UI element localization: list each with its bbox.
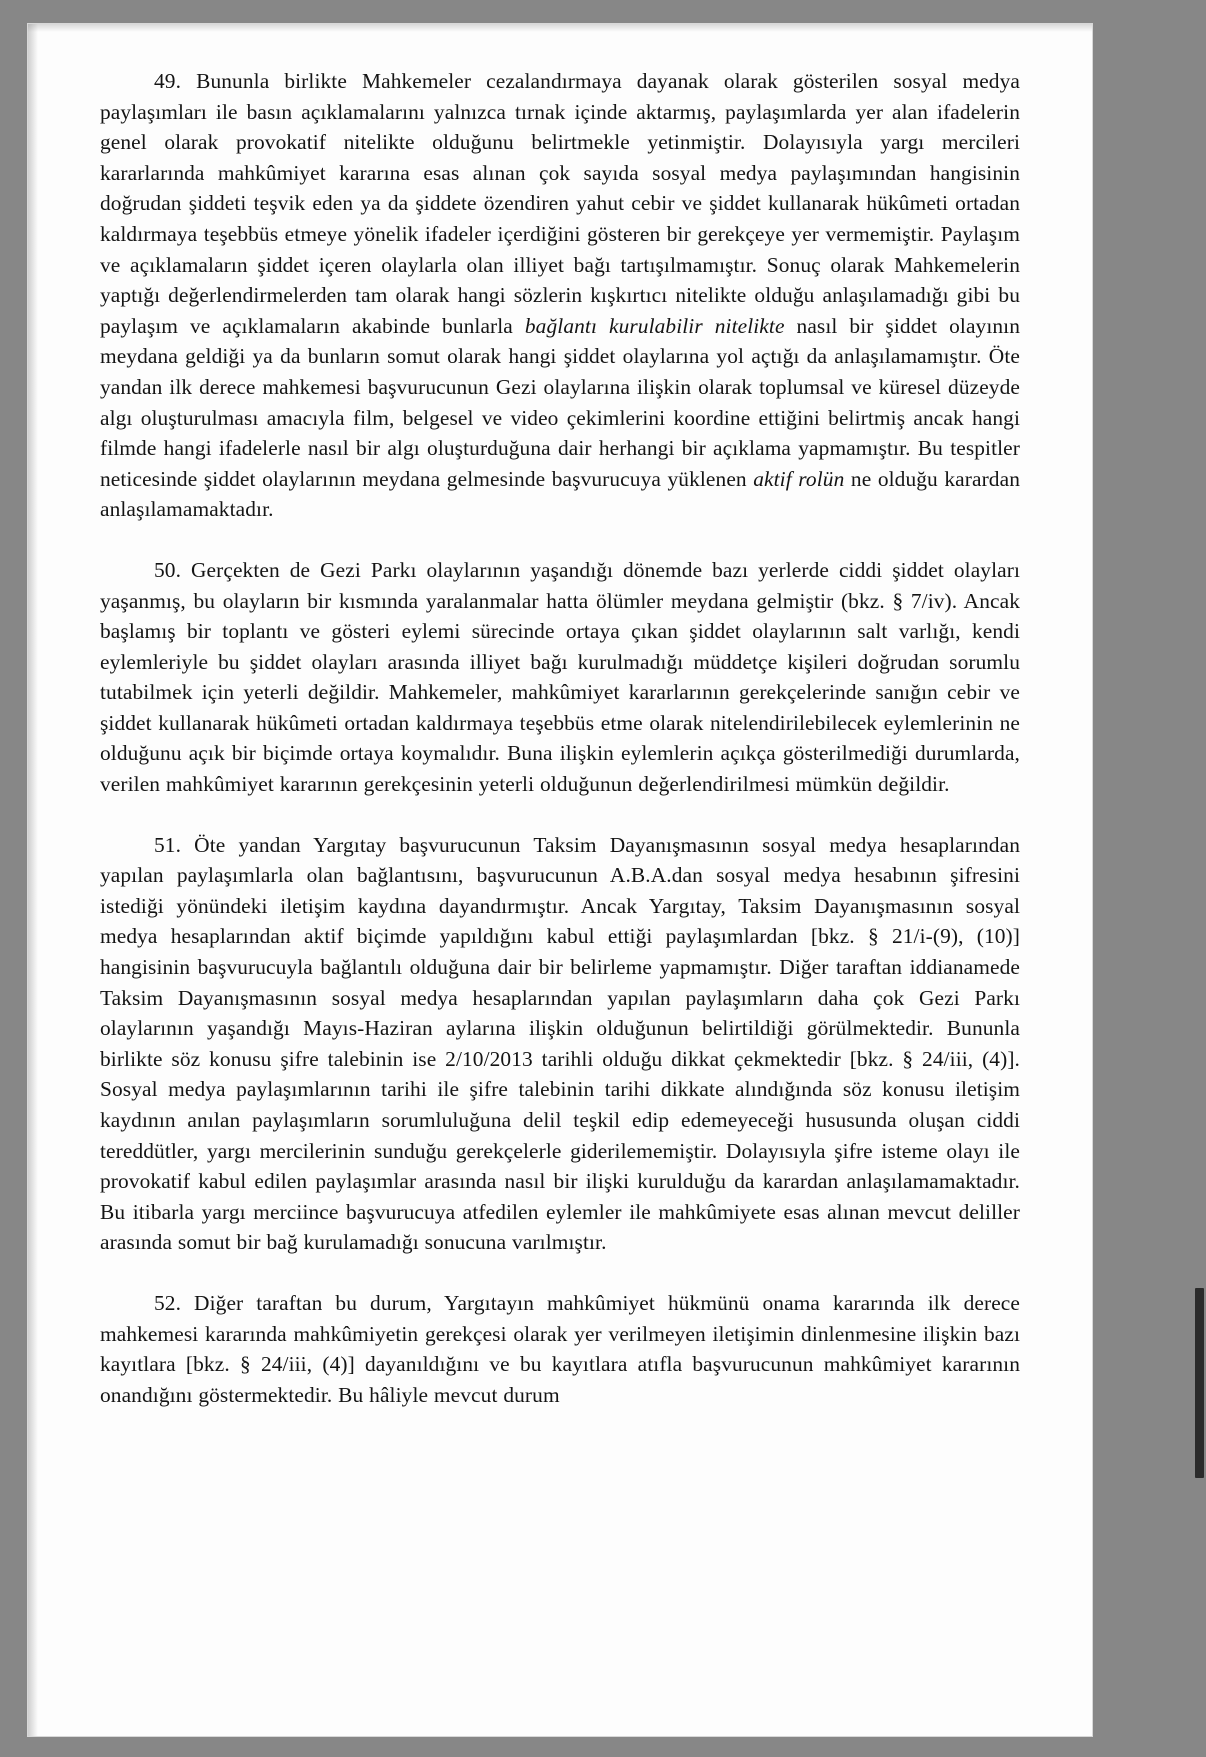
emphasised-phrase: aktif rolün — [753, 466, 845, 491]
paragraph-text: 51. Öte yandan Yargıtay başvurucunun Taksim Dayanışmasının sosyal medya hesaplarından yapılan paylaşımlarla olan bağlantısını, başvurucunun A.B.A.dan sosyal medya hesabının şifresini istediği yönündeki iletişim kaydına dayandırmıştır. Ancak Yargıtay, Taksim Dayanışmasının sosyal medya hesaplarından aktif biçimde yapıldığını kabul ettiği paylaşımlardan [bkz. § 21/i-(9), (10)] hangisinin başvurucuyla bağlantılı olduğuna dair bir belirleme yapmamıştır. Diğer taraftan iddianamede Taksim Dayanışmasının sosyal medya hesaplarından yapılan paylaşımların daha çok Gezi Parkı olaylarının yaşandığı Mayıs-Haziran aylarına ilişkin olduğunun belirtildiği görülmektedir. Bununla birlikte söz konusu şifre talebinin ise 2/10/2013 tarihli olduğu dikkat çekmektedir [bkz. § 24/iii, (4)]. Sosyal medya paylaşımlarının tarihi ile şifre talebinin tarihi dikkate alındığında söz konusu iletişim kaydının anılan paylaşımların sorumluluğuna delil teşkil edip edemeyeceği hususunda oluşan ciddi tereddütler, yargı mercilerinin sunduğu gerekçelerle giderilememiştir. Dolayısıyla şifre isteme olayı ile provokatif kabul edilen paylaşımlar arasında nasıl bir ilişki kurulduğu da karardan anlaşılamamaktadır. Bu itibarla yargı merciince başvurucuya atfedilen eylemler ile mahkûmiyete esas alınan mevcut deliller arasında somut bir bağ kurulamadığı sonucuna varılmıştır. — [100, 832, 1020, 1255]
paragraph-text: 49. Bununla birlikte Mahkemeler cezalandırmaya dayanak olarak gösterilen sosyal medya paylaşımları ile basın açıklamalarını yalnızca tırnak içinde aktarmış, paylaşımlarda yer alan ifadelerin genel olarak provokatif nitelikte olduğunu belirtmekle yetinmiştir. Dolayısıyla yargı mercileri kararlarında mahkûmiyet kararına esas alınan çok sayıda sosyal medya paylaşımından hangisinin doğrudan şiddeti teşvik eden ya da şiddete özendiren yahut cebir ve şiddet kullanarak hükûmeti ortadan kaldırmaya teşebbüs etmeye yönelik ifadeler içerdiğini gösteren bir gerekçeye yer vermemiştir. Paylaşım ve açıklamaların şiddet içeren olaylarla olan illiyet bağı tartışılmamıştır. Sonuç olarak Mahkemelerin yaptığı değerlendirmelerden tam olarak hangi sözlerin kışkırtıcı nitelikte olduğu anlaşılamadığı gibi bu paylaşım ve açıklamaların akabinde bunlarla bağlantı kurulabilir nitelikte nasıl bir şiddet olayının meydana geldiği ya da bunların somut olarak hangi şiddet olaylarına yol açtığı da anlaşılamamıştır. Öte yandan ilk derece mahkemesi başvurucunun Gezi olaylarına ilişkin olarak toplumsal ve küresel düzeyde algı oluşturulması amacıyla film, belgesel ve video çekimlerini koordine ettiğini belirtmiş ancak hangi filmde hangi ifadelerle nasıl bir algı oluşturduğuna dair herhangi bir açıklama yapmamıştır. Bu tespitler neticesinde şiddet olaylarının meydana gelmesinde başvurucuya yüklenen aktif rolün ne olduğu karardan anlaşılamamaktadır. — [100, 69, 1021, 522]
paragraph-50 — [100, 555, 1020, 800]
paragraph-52 — [100, 1288, 1020, 1410]
paragraph-text: 52. Diğer taraftan bu durum, Yargıtayın mahkûmiyet hükmünü onama kararında ilk derece mahkemesi kararında mahkûmiyetin gerekçesi olarak yer verilmeyen iletişimin dinlenmesine ilişkin bazı kayıtlara [bkz. § 24/iii, (4)] dayanıldığını ve bu kayıtlara atıfla başvurucunun mahkûmiyet kararının onandığını göstermektedir. Bu hâliyle mevcut durum — [100, 1290, 1020, 1407]
page-text-column — [100, 66, 1020, 1410]
scanned-page — [28, 24, 1092, 1736]
vertical-scrollbar-thumb[interactable] — [1195, 1288, 1204, 1478]
paragraph-49 — [100, 66, 1020, 525]
emphasised-phrase: bağlantı kurulabilir nitelikte — [524, 313, 785, 338]
vertical-scrollbar-track[interactable] — [1190, 0, 1206, 1757]
paragraph-text: 50. Gerçekten de Gezi Parkı olaylarının yaşandığı dönemde bazı yerlerde ciddi şiddet olayları yaşanmış, bu olayların bir kısmında yaralanmalar hatta ölümler meydana gelmiştir (bkz. § 7/iv). Ancak başlamış bir toplantı ve gösteri eylemi sürecinde ortaya çıkan şiddet olaylarının salt varlığı, kendi eylemleriyle bu şiddet olayları arasında illiyet bağı kurulmadığı müddetçe kişileri doğrudan sorumlu tutabilmek için yeterli değildir. Mahkemeler, mahkûmiyet kararlarının gerekçelerinde sanığın cebir ve şiddet kullanarak hükûmeti ortadan kaldırmaya teşebbüs etme olarak nitelendirilebilecek eylemlerinin ne olduğunu açık bir biçimde ortaya koymalıdır. Buna ilişkin eylemlerin açıkça gösterilmediği durumlarda, verilen mahkûmiyet kararının gerekçesinin yeterli olduğunun değerlendirilmesi mümkün değildir. — [100, 557, 1020, 797]
paragraph-51 — [100, 830, 1020, 1258]
